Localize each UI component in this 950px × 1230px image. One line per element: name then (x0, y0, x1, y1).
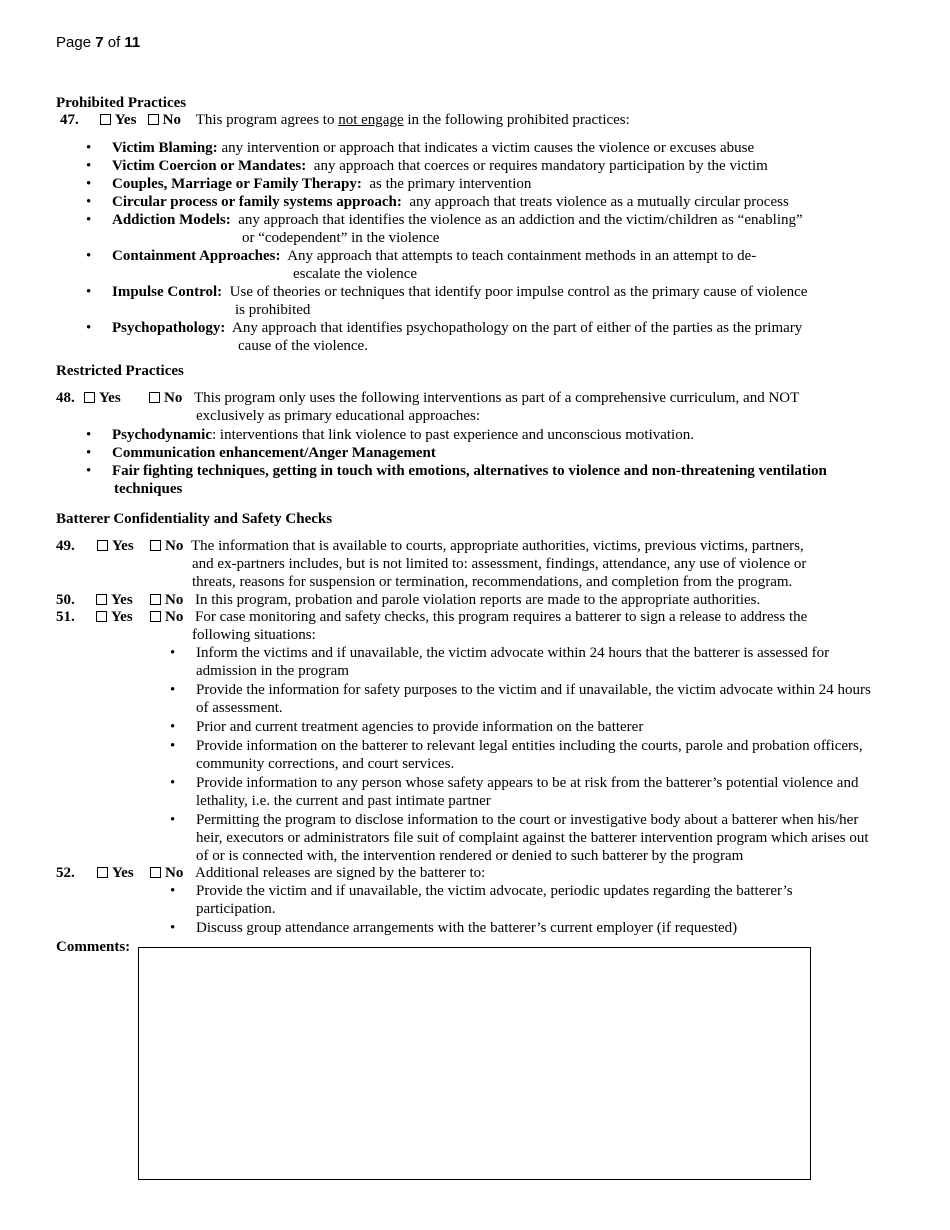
item-desc: Use of theories or techniques that identify poor impulse control as the primary cause of violence (229, 284, 808, 300)
q51-list (170, 644, 906, 865)
item-text: Discuss group attendance arrangements with the batterer’s current employer (if requested) (196, 920, 738, 936)
comments-box[interactable] (138, 947, 811, 1180)
bullet-icon: • (86, 194, 92, 210)
bullet-icon: • (170, 645, 176, 661)
question-50-number: 50. (56, 592, 75, 608)
q48-yes-checkbox[interactable] (84, 392, 95, 403)
q51-yes-label: Yes (111, 609, 133, 625)
list-item (86, 175, 902, 193)
item-term: Containment Approaches: (112, 248, 281, 264)
item-desc-cont: is prohibited (235, 302, 311, 318)
list-item (170, 737, 906, 773)
list-item (86, 444, 902, 462)
list-item (170, 882, 906, 918)
page-current: 7 (95, 34, 104, 51)
question-47-number: 47. (60, 112, 79, 128)
comments-label: Comments: (56, 939, 131, 955)
bullet-icon: • (86, 320, 92, 336)
item-text-cont: heir, executors or administrators file suit of complaint against the batterer intervention program which arises out (196, 830, 869, 846)
item-term: Psychopathology: (112, 320, 226, 336)
list-item (86, 319, 902, 355)
item-desc-cont: escalate the violence (293, 266, 418, 282)
list-item (86, 193, 902, 211)
question-48-number: 48. (56, 390, 75, 406)
bullet-icon: • (86, 445, 92, 461)
bullet-icon: • (86, 212, 92, 228)
item-desc: Any approach that attempts to teach containment methods in an attempt to de- (287, 248, 757, 264)
prohibited-list (86, 139, 902, 355)
q50-yes-checkbox[interactable] (96, 594, 107, 605)
q47-text-before: This program agrees to (195, 112, 335, 128)
question-50 (56, 591, 906, 609)
item-term-cont: techniques (114, 481, 183, 497)
item-text-cont: of or is connected with, the intervention rendered or denied to such batterer by the program (196, 848, 744, 864)
item-term: Addiction Models: (112, 212, 231, 228)
question-51 (56, 608, 906, 644)
item-desc: any approach that treats violence as a mutually circular process (409, 194, 789, 210)
q50-no-checkbox[interactable] (150, 594, 161, 605)
item-desc: : interventions that link violence to past experience and unconscious motivation. (212, 427, 694, 443)
list-item (86, 462, 902, 498)
question-49-number: 49. (56, 538, 75, 554)
bullet-icon: • (86, 463, 92, 479)
question-52 (56, 864, 906, 882)
bullet-icon: • (170, 775, 176, 791)
page-total: 11 (124, 34, 141, 51)
item-desc-cont: or “codependent” in the violence (242, 230, 440, 246)
q52-yes-checkbox[interactable] (97, 867, 108, 878)
prohibited-heading: Prohibited Practices (56, 95, 187, 111)
list-item (86, 247, 902, 283)
item-term: Victim Coercion or Mandates: (112, 158, 307, 174)
item-term: Victim Blaming: (112, 140, 218, 156)
bullet-icon: • (86, 158, 92, 174)
q49-line2: and ex-partners includes, but is not limited to: assessment, findings, attendance, any use of violence or (192, 556, 807, 572)
q50-yes-label: Yes (111, 592, 133, 608)
q49-line3: threats, reasons for suspension or termination, recommendations, and completion from the program. (192, 574, 793, 590)
bullet-icon: • (170, 883, 176, 899)
item-desc: Any approach that identifies psychopathology on the part of either of the parties as the primary (232, 320, 803, 336)
item-term: Communication enhancement/Anger Management (112, 445, 436, 461)
q48-yes-label: Yes (99, 390, 121, 406)
item-text: Provide information on the batterer to relevant legal entities including the courts, parole and probation officers, (196, 738, 863, 754)
item-desc: any approach that coerces or requires mandatory participation by the victim (313, 158, 768, 174)
q51-yes-checkbox[interactable] (96, 611, 107, 622)
item-term: Fair fighting techniques, getting in touch with emotions, alternatives to violence and non-threatening ventilation (112, 463, 827, 479)
list-item (170, 644, 906, 680)
q52-yes-label: Yes (112, 865, 134, 881)
q50-no-label: No (165, 592, 184, 608)
item-text: Provide the victim and if unavailable, the victim advocate, periodic updates regarding the batterer’s (196, 883, 793, 899)
confidentiality-heading: Batterer Confidentiality and Safety Checks (56, 511, 333, 527)
item-text-cont: lethality, i.e. the current and past intimate partner (196, 793, 491, 809)
q47-no-checkbox[interactable] (148, 114, 159, 125)
q48-no-label: No (164, 390, 183, 406)
q49-yes-label: Yes (112, 538, 134, 554)
q47-yes-label: Yes (114, 112, 137, 128)
question-47 (56, 111, 630, 129)
list-item (86, 211, 902, 247)
page-number (56, 34, 140, 52)
q52-no-label: No (165, 865, 184, 881)
question-51-number: 51. (56, 609, 75, 625)
item-text: Provide the information for safety purposes to the victim and if unavailable, the victim advocate within 24 hours (196, 682, 871, 698)
bullet-icon: • (86, 248, 92, 264)
item-text-cont: participation. (196, 901, 276, 917)
item-term: Circular process or family systems approach: (112, 194, 402, 210)
bullet-icon: • (170, 920, 176, 936)
list-item (86, 283, 902, 319)
item-term: Impulse Control: (112, 284, 223, 300)
list-item (170, 774, 906, 810)
q50-text: In this program, probation and parole violation reports are made to the appropriate authorities. (195, 592, 761, 608)
q51-no-label: No (165, 609, 184, 625)
item-desc: as the primary intervention (369, 176, 532, 192)
bullet-icon: • (170, 719, 176, 735)
q47-yes-checkbox[interactable] (100, 114, 111, 125)
item-text-cont: community corrections, and court services. (196, 756, 455, 772)
list-item (86, 157, 902, 175)
item-text-cont: admission in the program (196, 663, 349, 679)
q48-line2: exclusively as primary educational approaches: (196, 408, 481, 424)
q52-no-checkbox[interactable] (150, 867, 161, 878)
list-item (170, 811, 906, 865)
q49-yes-checkbox[interactable] (97, 540, 108, 551)
question-49 (56, 537, 906, 591)
item-term: Couples, Marriage or Family Therapy: (112, 176, 362, 192)
item-text-cont: of assessment. (196, 700, 283, 716)
q49-no-label: No (165, 538, 184, 554)
item-desc: any approach that identifies the violence as an addiction and the victim/children as “enabling” (238, 212, 803, 228)
bullet-icon: • (86, 140, 92, 156)
q51-line2: following situations: (192, 627, 316, 643)
bullet-icon: • (170, 682, 176, 698)
question-52-number: 52. (56, 865, 75, 881)
item-desc-cont: cause of the violence. (238, 338, 368, 354)
restricted-heading: Restricted Practices (56, 363, 184, 379)
item-text: Inform the victims and if unavailable, the victim advocate within 24 hours that the batterer is assessed for (196, 645, 830, 661)
q47-text-after: in the following prohibited practices: (407, 112, 630, 128)
q52-text: Additional releases are signed by the batterer to: (195, 865, 486, 881)
item-term: Psychodynamic (112, 427, 213, 443)
q48-line1: This program only uses the following interventions as part of a comprehensive curriculum, and NOT (194, 390, 800, 406)
list-item (170, 919, 906, 937)
bullet-icon: • (170, 812, 176, 828)
list-item (170, 681, 906, 717)
list-item (86, 139, 902, 157)
item-text: Prior and current treatment agencies to provide information on the batterer (196, 719, 644, 735)
bullet-icon: • (86, 427, 92, 443)
item-text: Permitting the program to disclose information to the court or investigative body about a batterer when his/her (196, 812, 859, 828)
restricted-list (86, 426, 902, 498)
item-desc: any intervention or approach that indicates a victim causes the violence or excuses abuse (221, 140, 755, 156)
bullet-icon: • (170, 738, 176, 754)
bullet-icon: • (86, 284, 92, 300)
list-item (170, 718, 906, 736)
page-label: Page (56, 34, 92, 51)
bullet-icon: • (86, 176, 92, 192)
page-of: of (107, 34, 121, 51)
q49-line1: The information that is available to courts, appropriate authorities, victims, previous victims, partners, (191, 538, 804, 554)
q47-no-label: No (162, 112, 182, 128)
item-text: Provide information to any person whose safety appears to be at risk from the batterer’s potential violence and (196, 775, 859, 791)
q52-list (170, 882, 906, 937)
q49-no-checkbox[interactable] (150, 540, 161, 551)
q48-no-checkbox[interactable] (149, 392, 160, 403)
list-item (86, 426, 902, 444)
q51-line1: For case monitoring and safety checks, this program requires a batterer to sign a release to address the (195, 609, 808, 625)
q47-text-underlined: not engage (338, 112, 404, 128)
q51-no-checkbox[interactable] (150, 611, 161, 622)
